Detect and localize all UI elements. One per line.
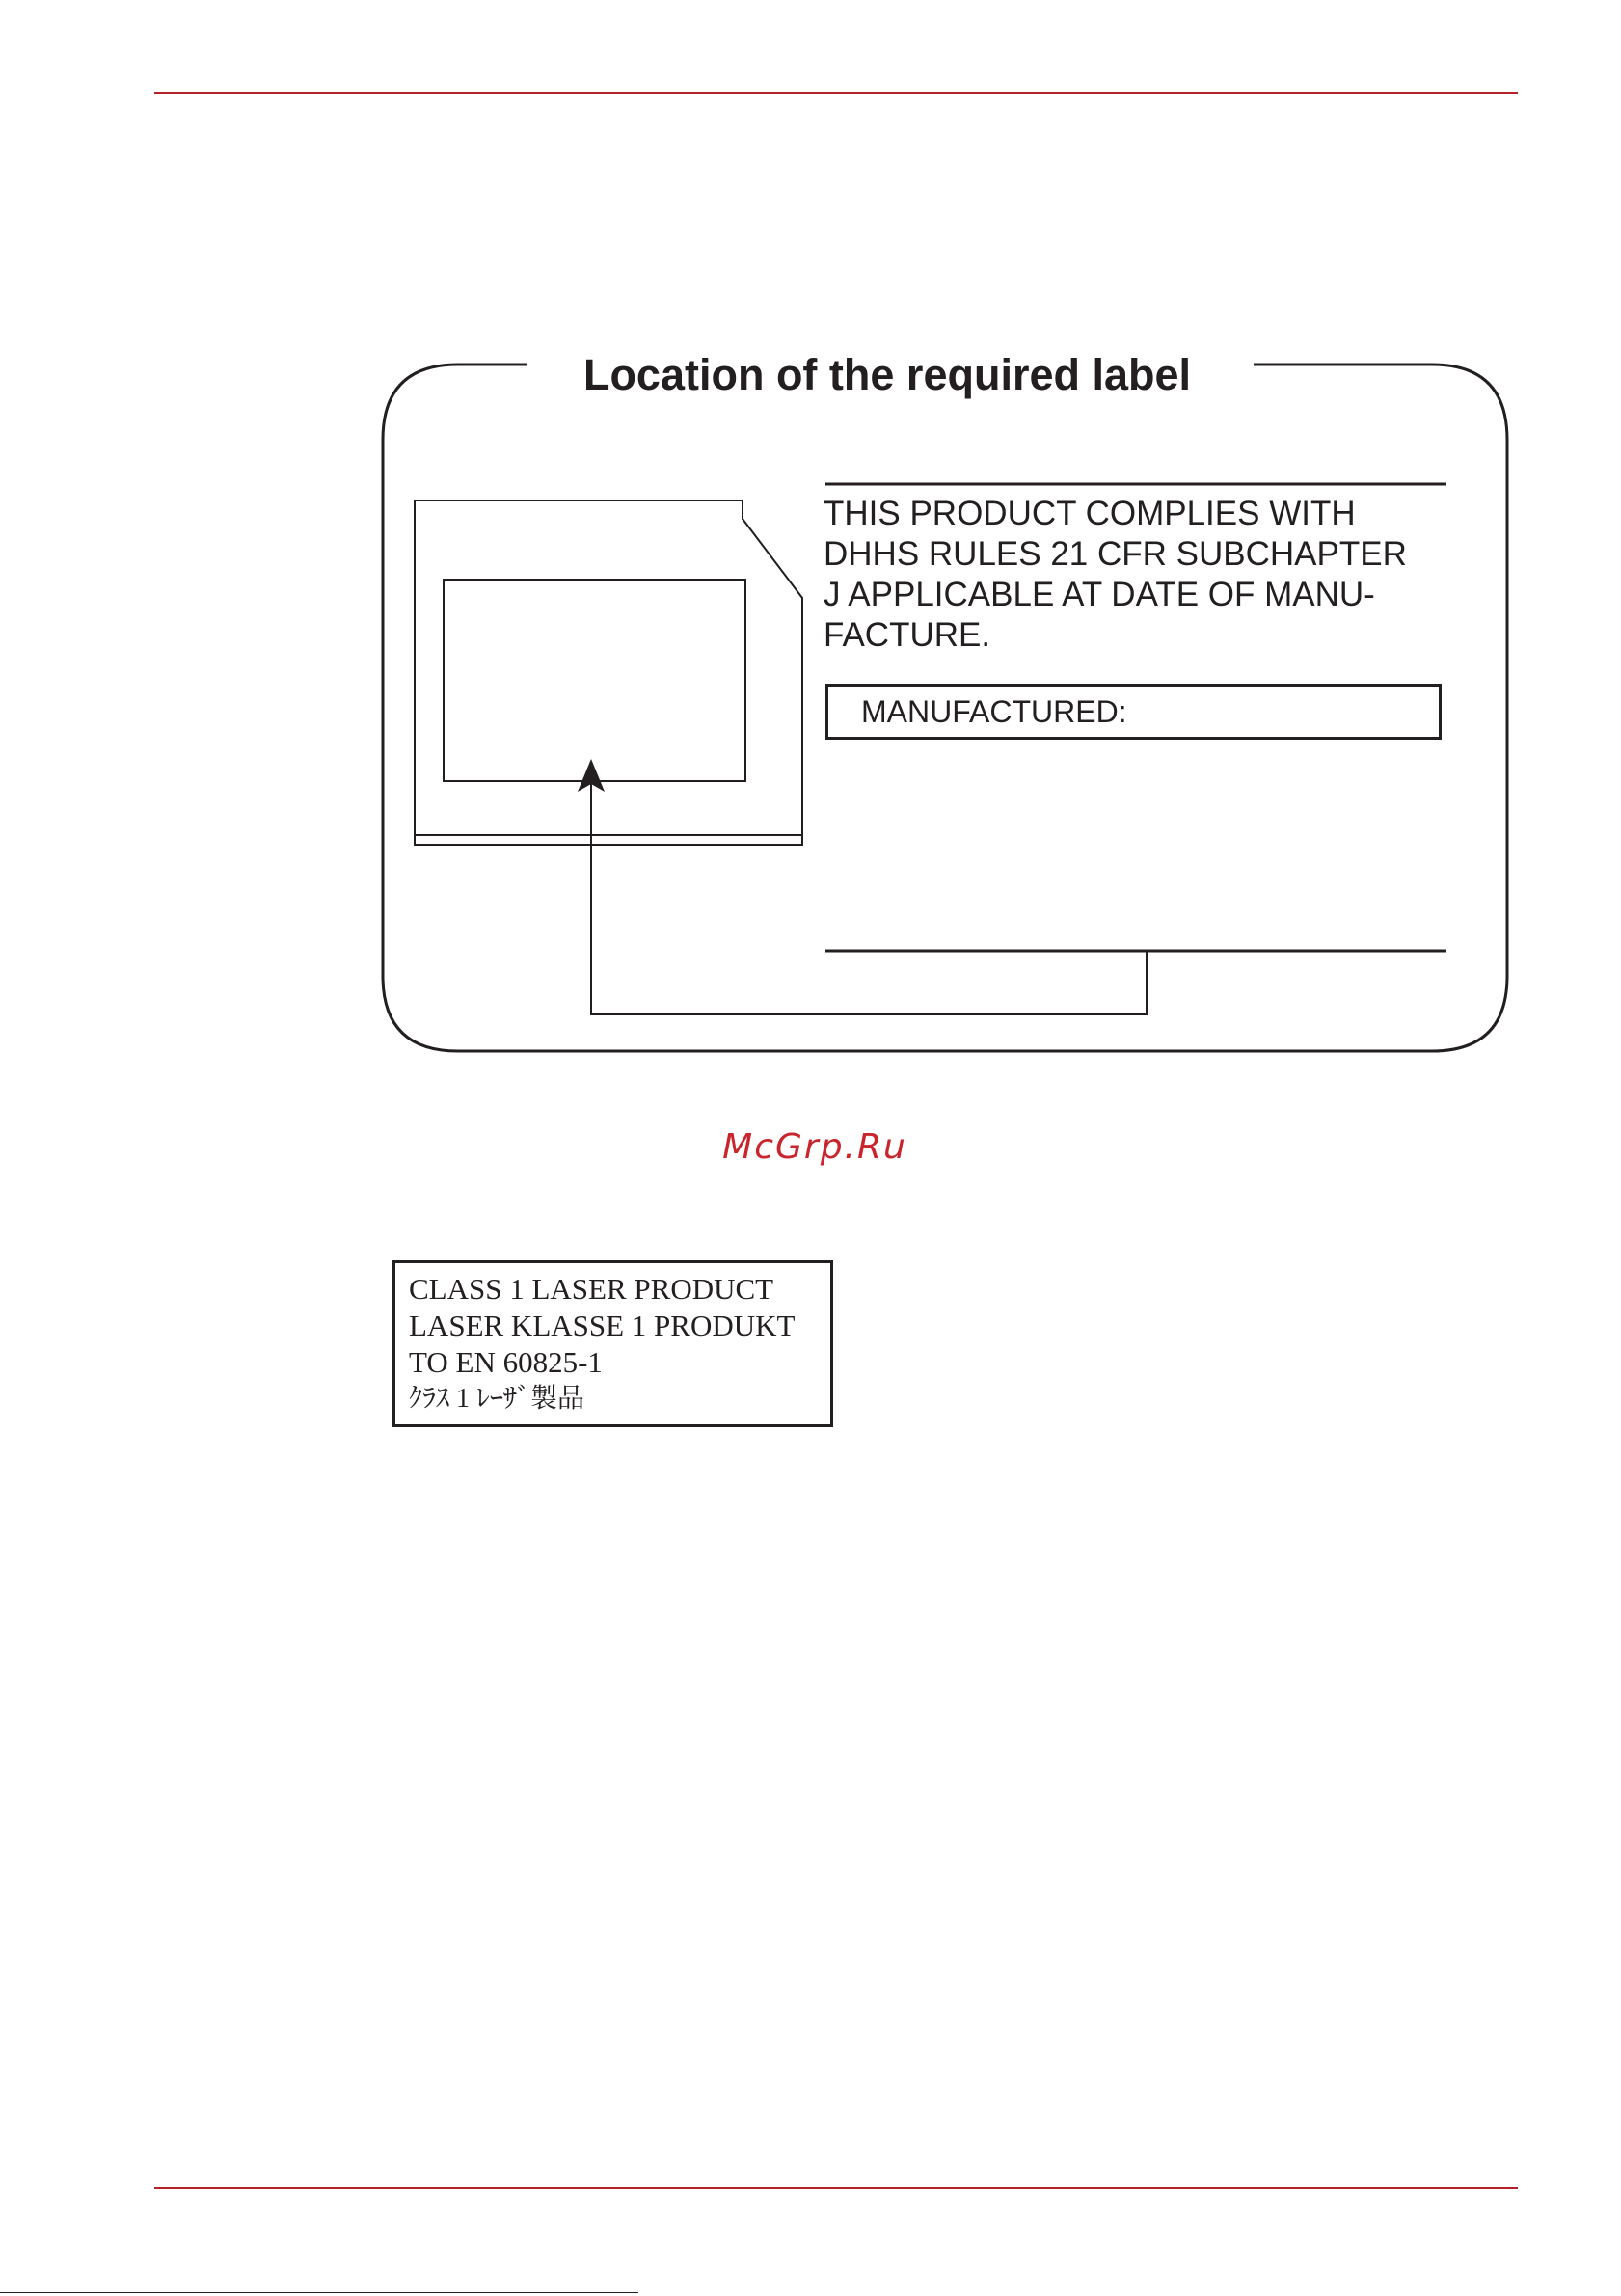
laser-label-line: TO EN 60825-1 [409,1345,603,1379]
compliance-statement [824,494,1460,656]
compliance-line: THIS PRODUCT COMPLIES WITH [824,495,1356,532]
manufactured-box: MANUFACTURED: [825,684,1442,740]
compliance-line: DHHS RULES 21 CFR SUBCHAPTER [824,535,1407,573]
footer-rule [154,2187,1518,2189]
compliance-line: FACTURE. [824,616,991,654]
label-area [444,580,745,781]
laser-class-label [392,1260,833,1427]
figure-title: Location of the required label [582,350,1192,399]
laser-label-line: CLASS 1 LASER PRODUCT [409,1272,774,1306]
laser-label-line: LASER KLASSE 1 PRODUKT [409,1309,796,1342]
drive-outline [415,500,802,845]
laser-label-japanese: ｸﾗｽ 1 ﾚｰｻﾞ製品 [409,1384,585,1414]
watermark-text: McGrp.Ru [722,1127,907,1167]
page-edge-line [0,2292,638,2293]
compliance-line: J APPLICABLE AT DATE OF MANU- [824,576,1375,613]
connector-line [591,783,1147,1014]
